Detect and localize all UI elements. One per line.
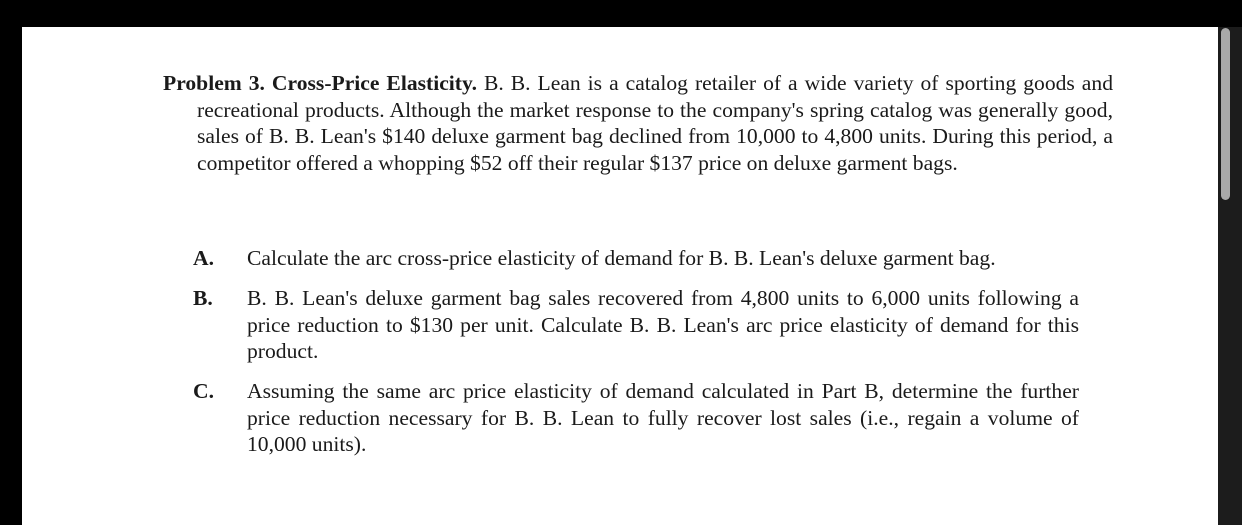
part-b-letter: B. — [193, 286, 213, 310]
top-bar — [0, 0, 1242, 27]
part-c — [193, 378, 1079, 458]
part-c-letter: C. — [193, 379, 214, 403]
part-a-text: Calculate the arc cross-price elasticity of demand for B. B. Lean's deluxe garment bag. — [247, 246, 996, 270]
part-a-letter: A. — [193, 246, 214, 270]
part-c-text: Assuming the same arc price elasticity of demand calculated in Part B, determine the further price reduction necessary for B. B. Lean to fully recover lost sales (i.e., regain a volume of 10,000 units). — [247, 379, 1079, 456]
part-b — [193, 285, 1079, 365]
problem-statement — [163, 70, 1113, 176]
problem-heading: Problem 3. Cross-Price Elasticity. — [163, 71, 477, 95]
part-a — [193, 245, 1079, 272]
part-b-text: B. B. Lean's deluxe garment bag sales recovered from 4,800 units to 6,000 units following a price reduction to $130 per unit. Calculate B. B. Lean's arc price elasticity of demand for this product. — [247, 286, 1079, 363]
scrollbar-thumb[interactable] — [1221, 28, 1230, 200]
problem-body: B. B. Lean is a catalog retailer of a wide variety of sporting goods and recreational products. Although the market response to the company's spring catalog was generally good, sales of B. B. Lean's $140 deluxe garment bag declined from 10,000 to 4,800 units. During this period, a competitor offered a whopping $52 off their regular $137 price on deluxe garment bags. — [197, 71, 1113, 175]
